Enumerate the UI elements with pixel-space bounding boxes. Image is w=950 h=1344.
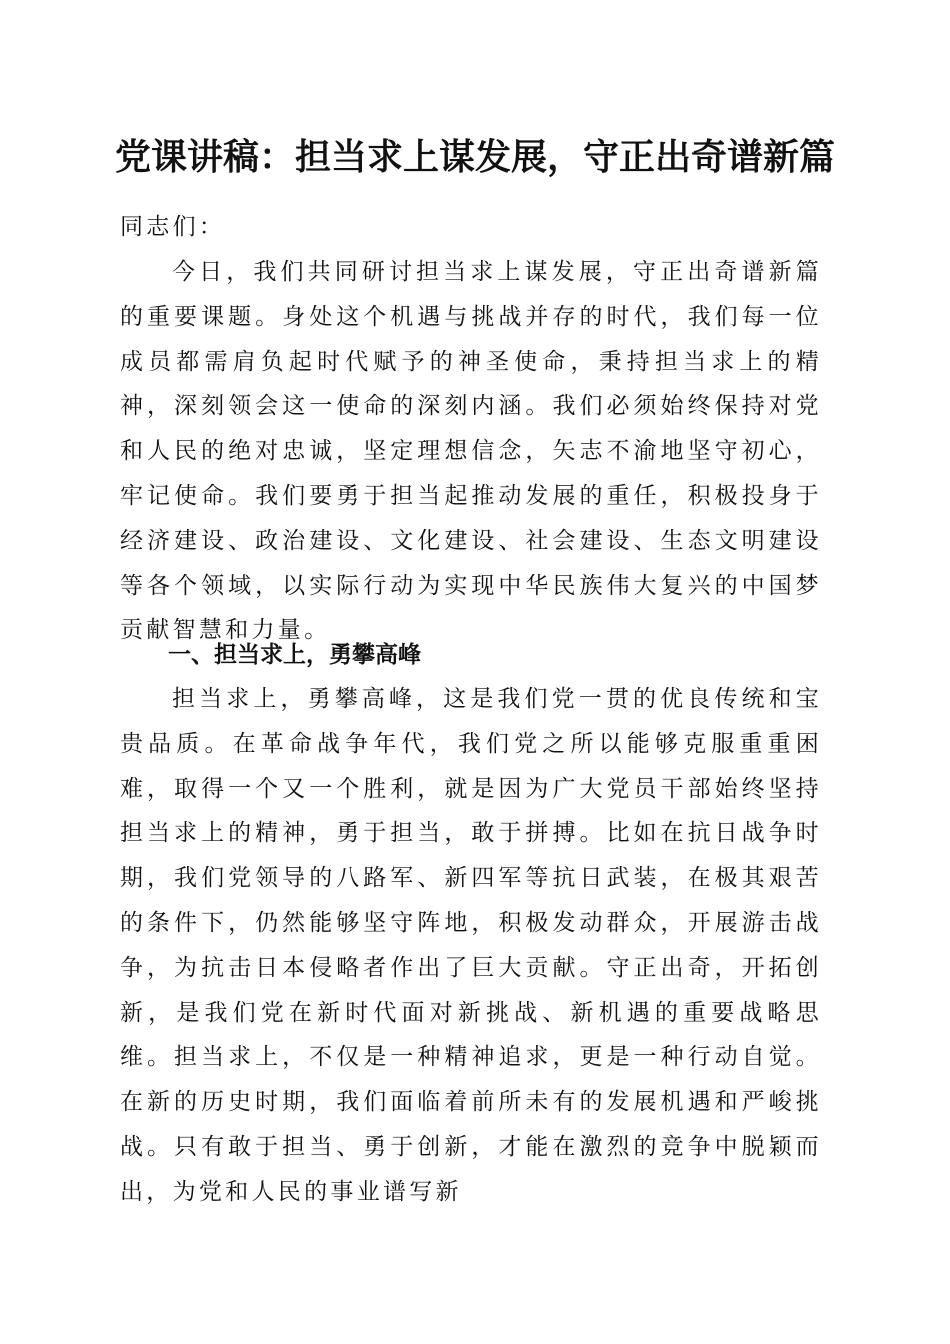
- salutation: 同志们：: [120, 214, 226, 240]
- section-1-heading: 一、担当求上，勇攀高峰: [168, 642, 421, 668]
- intro-paragraph: 今日，我们共同研讨担当求上谋发展，守正出奇谱新篇的重要课题。身处这个机遇与挑战并存的时代，我们每一位成员都需肩负起时代赋予的神圣使命，秉持担当求上的精神，深刻领会这一使命的深刻内涵。我们必须始终保持对党和人民的绝对忠诚，坚定理想信念，矢志不渝地坚守初心，牢记使命。我们要勇于担当起推动发展的重任，积极投身于经济建设、政治建设、文化建设、社会建设、生态文明建设等各个领域，以实际行动为实现中华民族伟大复兴的中国梦贡献智慧和力量。: [120, 259, 822, 644]
- document-title: 党课讲稿：担当求上谋发展，守正出奇谱新篇: [114, 137, 835, 178]
- section-1-paragraph: 担当求上，勇攀高峰，这是我们党一贯的优良传统和宝贵品质。在革命战争年代，我们党之所以能够克服重重困难，取得一个又一个胜利，就是因为广大党员干部始终坚持担当求上的精神，勇于担当，敢于拼搏。比如在抗日战争时期，我们党领导的八路军、新四军等抗日武装，在极其艰苦的条件下，仍然能够坚守阵地，积极发动群众，开展游击战争，为抗击日本侵略者作出了巨大贡献。守正出奇，开拓创新，是我们党在新时代面对新挑战、新机遇的重要战略思维。担当求上，不仅是一种精神追求，更是一种行动自觉。在新的历史时期，我们面临着前所未有的发展机遇和严峻挑战。只有敢于担当、勇于创新，才能在激烈的竞争中脱颖而出，为党和人民的事业谱写新: [120, 686, 822, 1205]
